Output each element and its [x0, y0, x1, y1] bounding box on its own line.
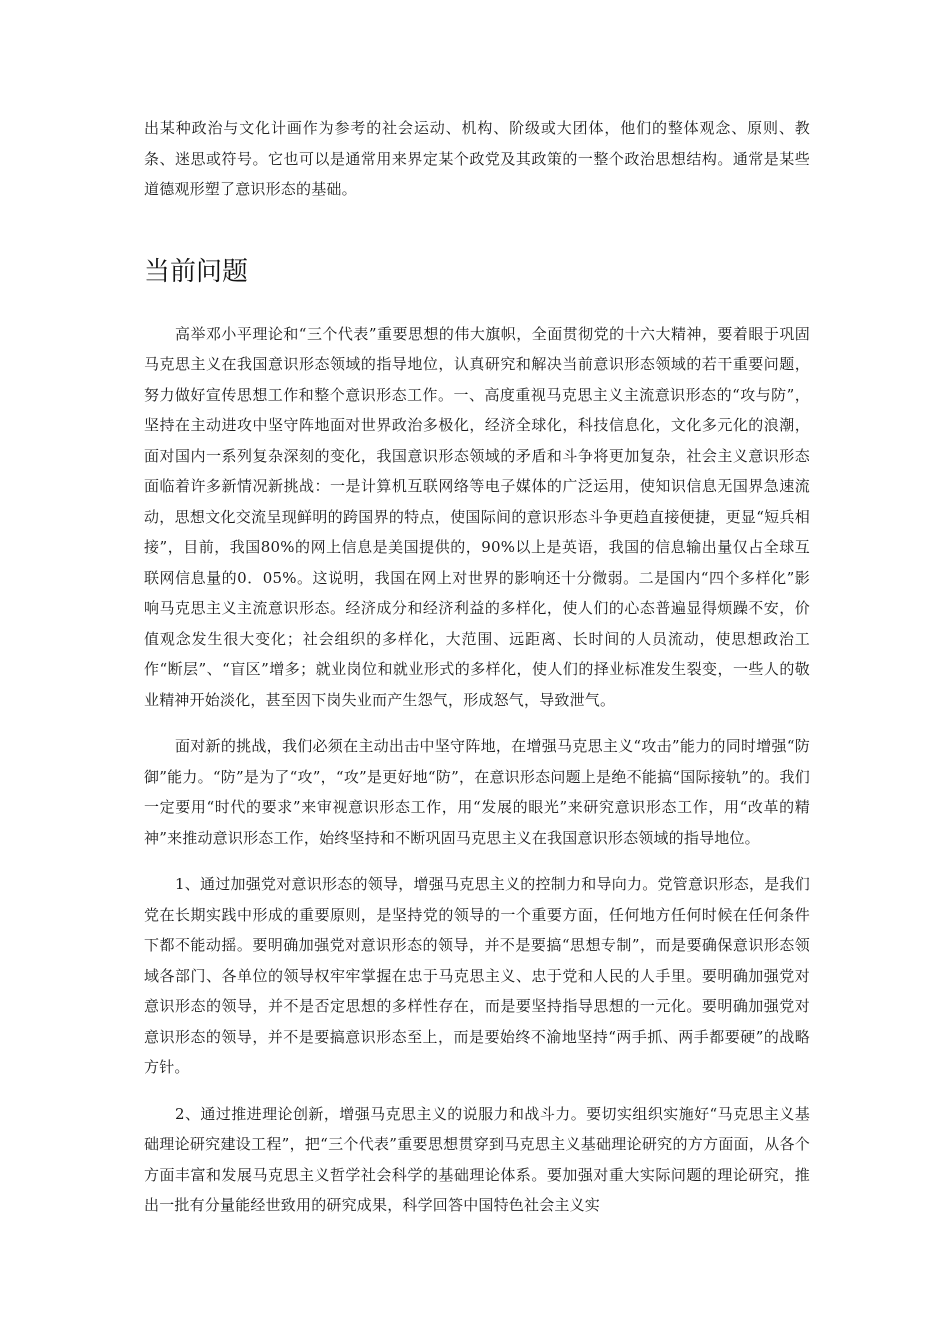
body-paragraph-3: 1、通过加强党对意识形态的领导，增强马克思主义的控制力和导向力。党管意识形态，是我们党在长期实践中形成的重要原则，是坚持党的领导的一个重要方面，任何地方任何时候在任何条件下都不能动摇。要明确加强党对意识形态的领导，并不是要搞“思想专制”，而是要确保意识形态领域各部门、各单位的领导权牢牢掌握在忠于马克思主义、忠于党和人民的人手里。要明确加强党对意识形态的领导，并不是否定思想的多样性存在，而是要坚持指导思想的一元化。要明确加强党对意识形态的领导，并不是要搞意识形态至上，而是要始终不渝地坚持“两手抓、两手都要硬”的战略方针。: [144, 875, 810, 1076]
document-page: [144, 113, 810, 1221]
body-paragraph-4: 2、通过推进理论创新，增强马克思主义的说服力和战斗力。要切实组织实施好“马克思主义基础理论研究建设工程”，把“三个代表”重要思想贯穿到马克思主义基础理论研究的方方面面，从各个方面丰富和发展马克思主义哲学社会科学的基础理论体系。要加强对重大实际问题的理论研究，推出一批有分量能经世致用的研究成果，科学回答中国特色社会主义实: [144, 1104, 810, 1214]
body-paragraph-2: 面对新的挑战，我们必须在主动出击中坚守阵地，在增强马克思主义“攻击”能力的同时增强“防御”能力。“防”是为了“攻”，“攻”是更好地“防”，在意识形态问题上是绝不能搞“国际接轨”的。我们一定要用“时代的要求”来审视意识形态工作，用“发展的眼光”来研究意识形态工作，用“改革的精神”来推动意识形态工作，始终坚持和不断巩固马克思主义在我国意识形态领域的指导地位。: [144, 737, 810, 847]
body-paragraph-1: 高举邓小平理论和“三个代表”重要思想的伟大旗帜，全面贯彻党的十六大精神，要着眼于巩固马克思主义在我国意识形态领域的指导地位，认真研究和解决当前意识形态领域的若干重要问题，努力做好宣传思想工作和整个意识形态工作。一、高度重视马克思主义主流意识形态的“攻与防”，坚持在主动进攻中坚守阵地面对世界政治多极化，经济全球化，科技信息化，文化多元化的浪潮，面对国内一系列复杂深刻的变化，我国意识形态领域的矛盾和斗争将更加复杂，社会主义意识形态面临着许多新情况新挑战：一是计算机互联网络等电子媒体的广泛运用，使知识信息无国界急速流动，思想文化交流呈现鲜明的跨国界的特点，使国际间的意识形态斗争更趋直接便捷，更显“短兵相接”，目前，我国80%的网上信息是美国提供的，90%以上是英语，我国的信息输出量仅占全球互联网信息量的0．05%。这说明，我国在网上对世界的影响还十分微弱。二是国内“四个多样化”影响马克思主义主流意识形态。经济成分和经济利益的多样化，使人们的心态普遍显得烦躁不安，价值观念发生很大变化；社会组织的多样化，大范围、远距离、长时间的人员流动，使思想政治工作“断层”、“盲区”增多；就业岗位和就业形式的多样化，使人们的择业标准发生裂变，一些人的敬业精神开始淡化，甚至因下岗失业而产生怨气，形成怒气，导致泄气。: [144, 324, 810, 709]
section-heading: 当前问题: [144, 256, 249, 287]
intro-paragraph: 出某种政治与文化计画作为参考的社会运动、机构、阶级或大团体，他们的整体观念、原则、教条、迷思或符号。它也可以是通常用来界定某个政党及其政策的一整个政治思想结构。通常是某些道德观形塑了意识形态的基础。: [144, 119, 810, 198]
